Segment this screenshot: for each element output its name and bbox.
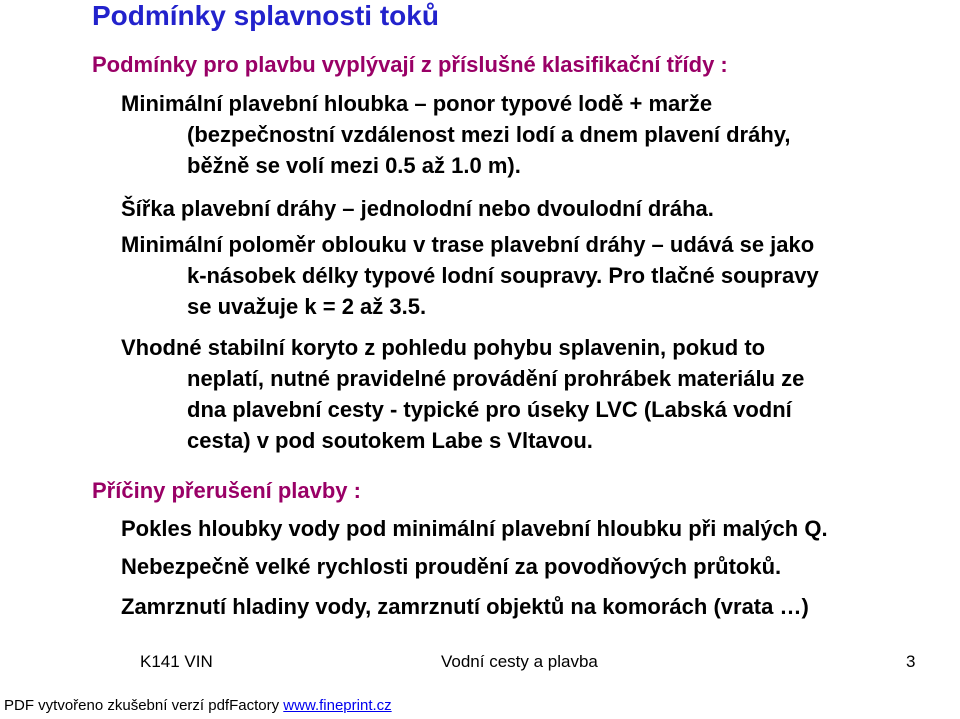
list-item <box>121 229 819 322</box>
slide-title: Podmínky splavnosti toků <box>92 0 439 31</box>
item-line: cesta) v pod soutokem Labe s Vltavou. <box>187 428 593 453</box>
footer-course: K141 VIN <box>140 652 213 671</box>
list-item <box>121 513 828 544</box>
list-item <box>121 88 791 181</box>
section-heading-conditions: Podmínky pro plavbu vyplývají z příslušné klasifikační třídy : <box>92 52 728 77</box>
watermark-text: PDF vytvořeno zkušební verzí pdfFactory <box>4 697 284 714</box>
item-line: dna plavební cesty - typické pro úseky LVC (Labská vodní <box>187 397 792 422</box>
item-line: Pokles hloubky vody pod minimální plavební hloubku při malých Q. <box>121 516 828 541</box>
item-line: Minimální poloměr oblouku v trase plavební dráhy – udává se jako <box>121 232 815 257</box>
footer-page-number: 3 <box>906 652 916 671</box>
item-line: Zamrznutí hladiny vody, zamrznutí objektů na komorách (vrata …) <box>121 594 809 619</box>
item-line: se uvažuje k = 2 až 3.5. <box>187 294 427 319</box>
watermark-link[interactable]: www.fineprint.cz <box>283 697 392 714</box>
list-item <box>121 551 781 582</box>
item-line: běžně se volí mezi 0.5 až 1.0 m). <box>187 153 521 178</box>
section-heading-interruptions: Příčiny přerušení plavby : <box>92 478 361 503</box>
item-line: k-násobek délky typové lodní soupravy. Pro tlačné soupravy <box>187 263 819 288</box>
item-line: Šířka plavební dráhy – jednolodní nebo dvoulodní dráha. <box>121 196 714 221</box>
list-item <box>121 591 809 622</box>
watermark <box>4 697 392 714</box>
footer-subject: Vodní cesty a plavba <box>441 652 598 671</box>
item-line: neplatí, nutné pravidelné provádění prohrábek materiálu ze <box>187 366 805 391</box>
item-line: Minimální plavební hloubka – ponor typové lodě + marže <box>121 91 713 116</box>
item-line: Vhodné stabilní koryto z pohledu pohybu splavenin, pokud to <box>121 335 766 360</box>
list-item <box>121 193 714 224</box>
item-line: Nebezpečně velké rychlosti proudění za povodňových průtoků. <box>121 554 782 579</box>
item-line: (bezpečnostní vzdálenost mezi lodí a dnem plavení dráhy, <box>187 122 791 147</box>
list-item <box>121 332 804 456</box>
